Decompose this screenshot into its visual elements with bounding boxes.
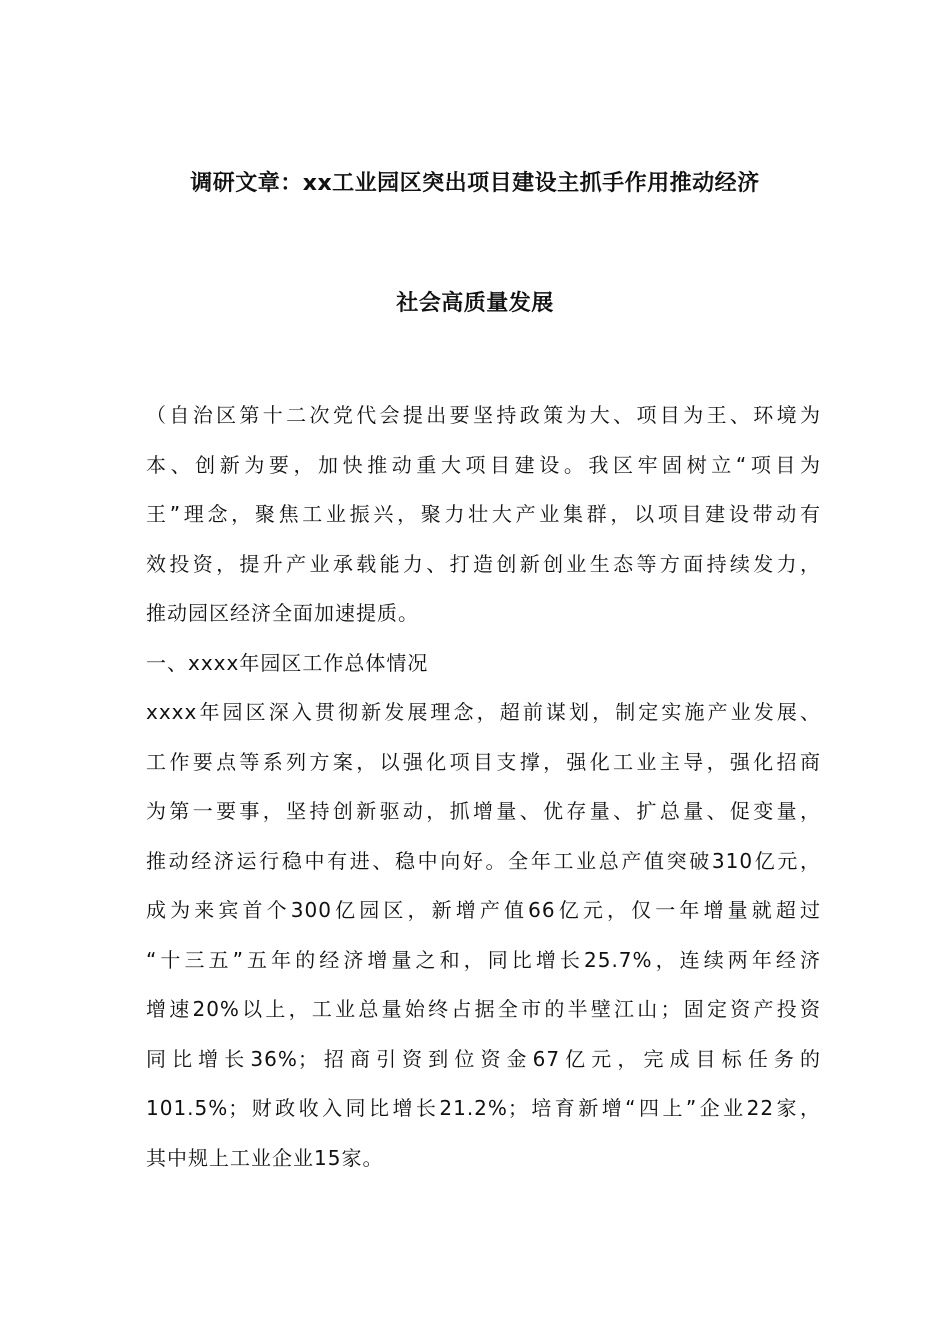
section-heading: 一、xxxx年园区工作总体情况: [146, 651, 429, 675]
body-line: “十三五”五年的经济增量之和，同比增长25.7%，连续两年经济: [146, 948, 821, 972]
body-line: 同比增长36%；招商引资到位资金67亿元，完成目标任务的: [146, 1047, 821, 1071]
body-line: 推动经济运行稳中有进、稳中向好。全年工业总产值突破310亿元，: [146, 849, 821, 873]
body-line: 工作要点等系列方案，以强化项目支撑，强化工业主导，强化招商: [146, 750, 821, 774]
body-line: 增速20%以上，工业总量始终占据全市的半壁江山；固定资产投资: [146, 997, 821, 1021]
body-line: 101.5%；财政收入同比增长21.2%；培育新增“四上”企业22家，: [146, 1096, 821, 1120]
intro-line: 本、创新为要，加快推动重大项目建设。我区牢固树立“项目为: [146, 453, 821, 477]
body-line: 其中规上工业企业15家。: [146, 1146, 384, 1170]
intro-line: 推动园区经济全面加速提质。: [146, 601, 419, 625]
body-line: 成为来宾首个300亿园区，新增产值66亿元，仅一年增量就超过: [146, 898, 821, 922]
intro-line: 效投资，提升产业承载能力、打造创新创业生态等方面持续发力，: [146, 552, 821, 576]
intro-line: 王”理念，聚焦工业振兴，聚力壮大产业集群，以项目建设带动有: [146, 502, 821, 526]
document-title-line-1: 调研文章：xx工业园区突出项目建设主抓手作用推动经济: [190, 171, 760, 196]
body-line: 为第一要事，坚持创新驱动，抓增量、优存量、扩总量、促变量，: [146, 799, 821, 823]
intro-line: （自治区第十二次党代会提出要坚持政策为大、项目为王、环境为: [146, 403, 821, 427]
body-line: xxxx年园区深入贯彻新发展理念，超前谋划，制定实施产业发展、: [146, 700, 821, 724]
document-title-line-2: 社会高质量发展: [396, 291, 554, 316]
